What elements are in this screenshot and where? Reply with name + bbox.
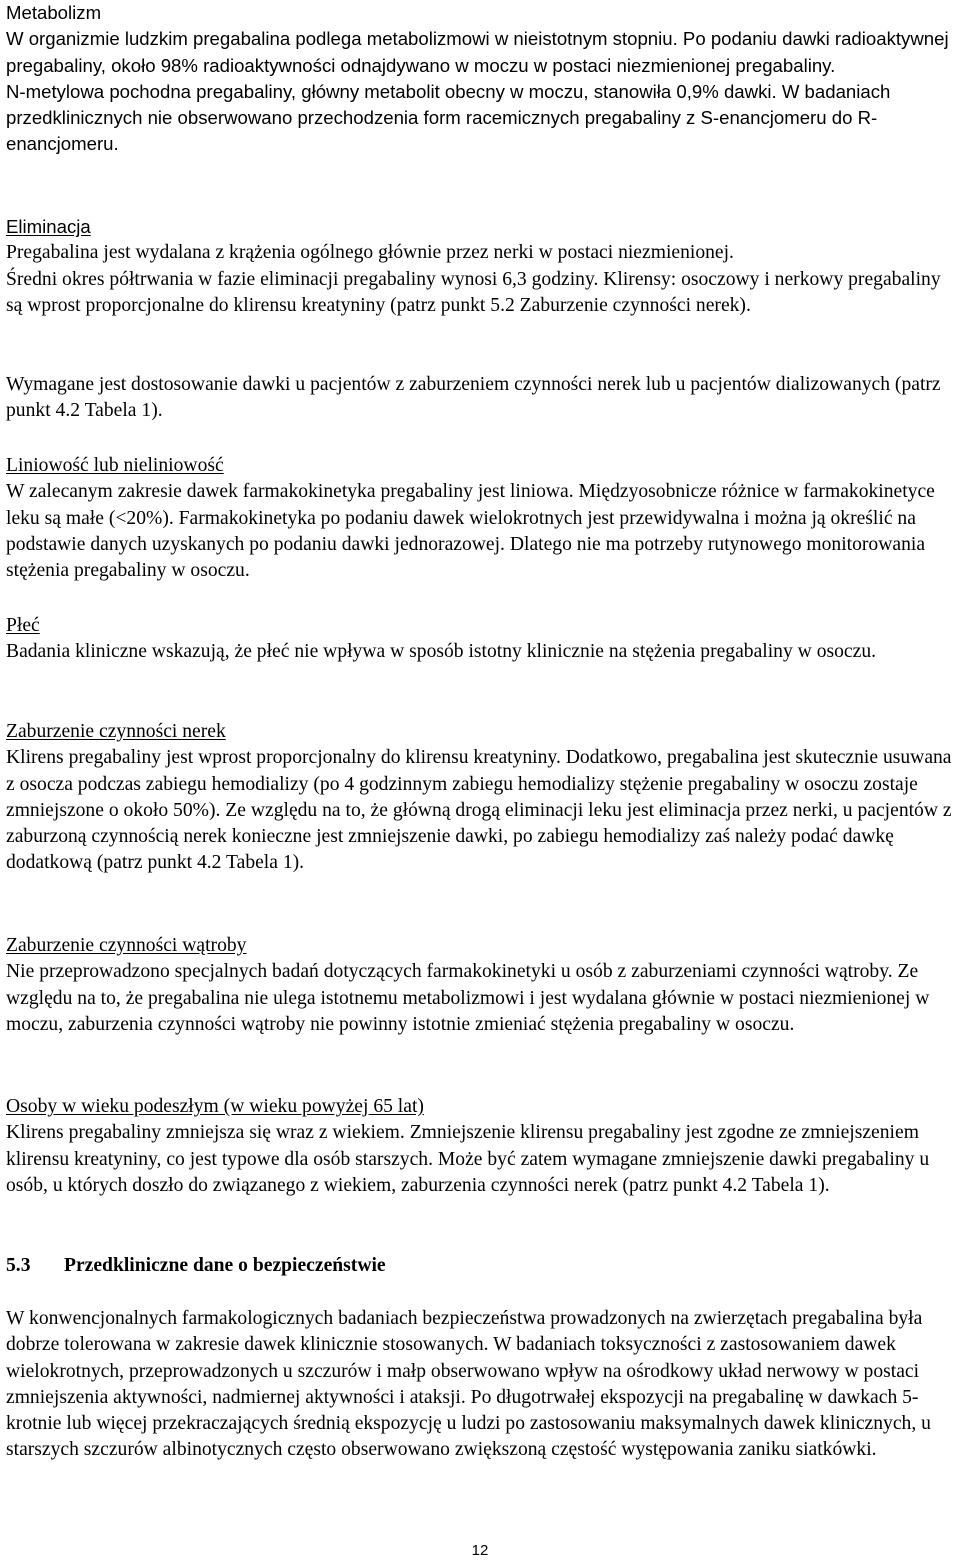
metabolism-paragraph-1: W organizmie ludzkim pregabalina podlega metabolizmowi w nieistotnym stopniu. Po podaniu dawki radioaktywnej pregabaliny, około 98% radioaktywności odnajdywano w moczu w postaci niezmienionej pregabaliny.	[6, 28, 949, 76]
section-number: 5.3	[6, 1255, 31, 1276]
elimination-title: Eliminacja	[6, 216, 91, 237]
hepatic-section	[6, 933, 956, 1038]
section-5-3-body	[6, 1306, 956, 1464]
elimination-paragraph-2: Średni okres półtrwania w fazie eliminacji pregabaliny wynosi 6,3 godziny. Klirensy: osoczowy i nerkowy pregabaliny są wprost proporcjonalne do klirensu kreatyniny (patrz punkt 5.2 Zaburzenie czynności nerek).	[6, 268, 941, 316]
gender-section	[6, 613, 956, 666]
gender-title: Płeć	[6, 615, 40, 636]
renal-section	[6, 719, 956, 877]
linearity-section	[6, 453, 956, 584]
section-5-3-heading	[6, 1253, 386, 1279]
elimination-paragraph-1: Pregabalina jest wydalana z krążenia ogólnego głównie przez nerki w postaci niezmienionej.	[6, 242, 734, 264]
gender-text: Badania kliniczne wskazują, że płeć nie wpływa w sposób istotny klinicznie na stężenia pregabaliny w osoczu.	[6, 641, 877, 663]
hepatic-title: Zaburzenie czynności wątroby	[6, 935, 247, 956]
elimination-section	[6, 214, 956, 319]
metabolism-paragraph-2: N-metylowa pochodna pregabaliny, główny metabolit obecny w moczu, stanowiła 0,9% dawki. W badaniach przedklinicznych nie obserwowano przechodzenia form racemicznych pregabaliny z S-enancjomeru do R-enancjomeru.	[6, 80, 891, 155]
elderly-title: Osoby w wieku podeszłym (w wieku powyżej 65 lat)	[6, 1096, 424, 1117]
metabolism-title: Metabolizm	[6, 2, 102, 23]
hepatic-text: Nie przeprowadzono specjalnych badań dotyczących farmakokinetyki u osób z zaburzeniami czynności wątroby. Ze względu na to, że pregabalina nie ulega istotnemu metabolizmowi i jest wydalana głównie w postaci niezmienionej w moczu, zaburzenia czynności wątroby nie powinny istotnie zmieniać stężenia pregabaliny w osoczu.	[6, 961, 930, 1035]
elimination-paragraph-3: Wymagane jest dostosowanie dawki u pacjentów z zaburzeniem czynności nerek lub u pacjentów dializowanych (patrz punkt 4.2 Tabela 1).	[6, 374, 941, 422]
dose-adjustment-section	[6, 372, 956, 425]
elderly-text: Klirens pregabaliny zmniejsza się wraz z wiekiem. Zmniejszenie klirensu pregabaliny jest zgodne ze zmniejszeniem klirensu kreatyniny, co jest typowe dla osób starszych. Może być zatem wymagane zmniejszenie dawki pregabaliny u osób, u których doszło do związanego z wiekiem, zaburzenia czynności nerek (patrz punkt 4.2 Tabela 1).	[6, 1122, 930, 1196]
elderly-section	[6, 1094, 956, 1199]
page-number: 12	[471, 1542, 489, 1559]
section-title: Przedkliniczne dane o bezpieczeństwie	[64, 1255, 386, 1276]
section-5-3-text: W konwencjonalnych farmakologicznych badaniach bezpieczeństwa prowadzonych na zwierzętach pregabalina była dobrze tolerowana w zakresie dawek klinicznie stosowanych. W badaniach toksyczności z zastosowaniem dawek wielokrotnych, przeprowadzonych u szczurów i małp obserwowano wpływ na ośrodkowy układ nerwowy w postaci zmniejszenia aktywności, nadmiernej aktywności i ataksji. Po długotrwałej ekspozycji na pregabalinę w dawkach 5-krotnie lub więcej przekraczających średnią ekspozycję u ludzi po zastosowaniu maksymalnych dawek klinicznych, u starszych szczurów albinotycznych często obserwowano zwiększoną częstość występowania zaniku siatkówki.	[6, 1308, 931, 1461]
renal-title: Zaburzenie czynności nerek	[6, 721, 226, 742]
metabolism-section	[6, 0, 956, 158]
renal-text: Klirens pregabaliny jest wprost proporcjonalny do klirensu kreatyniny. Dodatkowo, pregabalina jest skutecznie usuwana z osocza podczas zabiegu hemodializy (po 4 godzinnym zabiegu hemodializy stężenie pregabaliny w osoczu zostaje zmniejszone o około 50%). Ze względu na to, że główną drogą eliminacji leku jest eliminacja przez nerki, u pacjentów z zaburzoną czynnością nerek konieczne jest zmniejszenie dawki, po zabiegu hemodializy zaś należy podać dawkę dodatkową (patrz punkt 4.2 Tabela 1).	[6, 747, 952, 874]
linearity-text: W zalecanym zakresie dawek farmakokinetyka pregabaliny jest liniowa. Międzyosobnicze różnice w farmakokinetyce leku są małe (<20%). Farmakokinetyka po podaniu dawek wielokrotnych jest przewidywalna i można ją określić na podstawie danych uzyskanych po podaniu dawki jednorazowej. Dlatego nie ma potrzeby rutynowego monitorowania stężenia pregabaliny w osoczu.	[6, 481, 935, 582]
linearity-title: Liniowość lub nieliniowość	[6, 455, 224, 476]
